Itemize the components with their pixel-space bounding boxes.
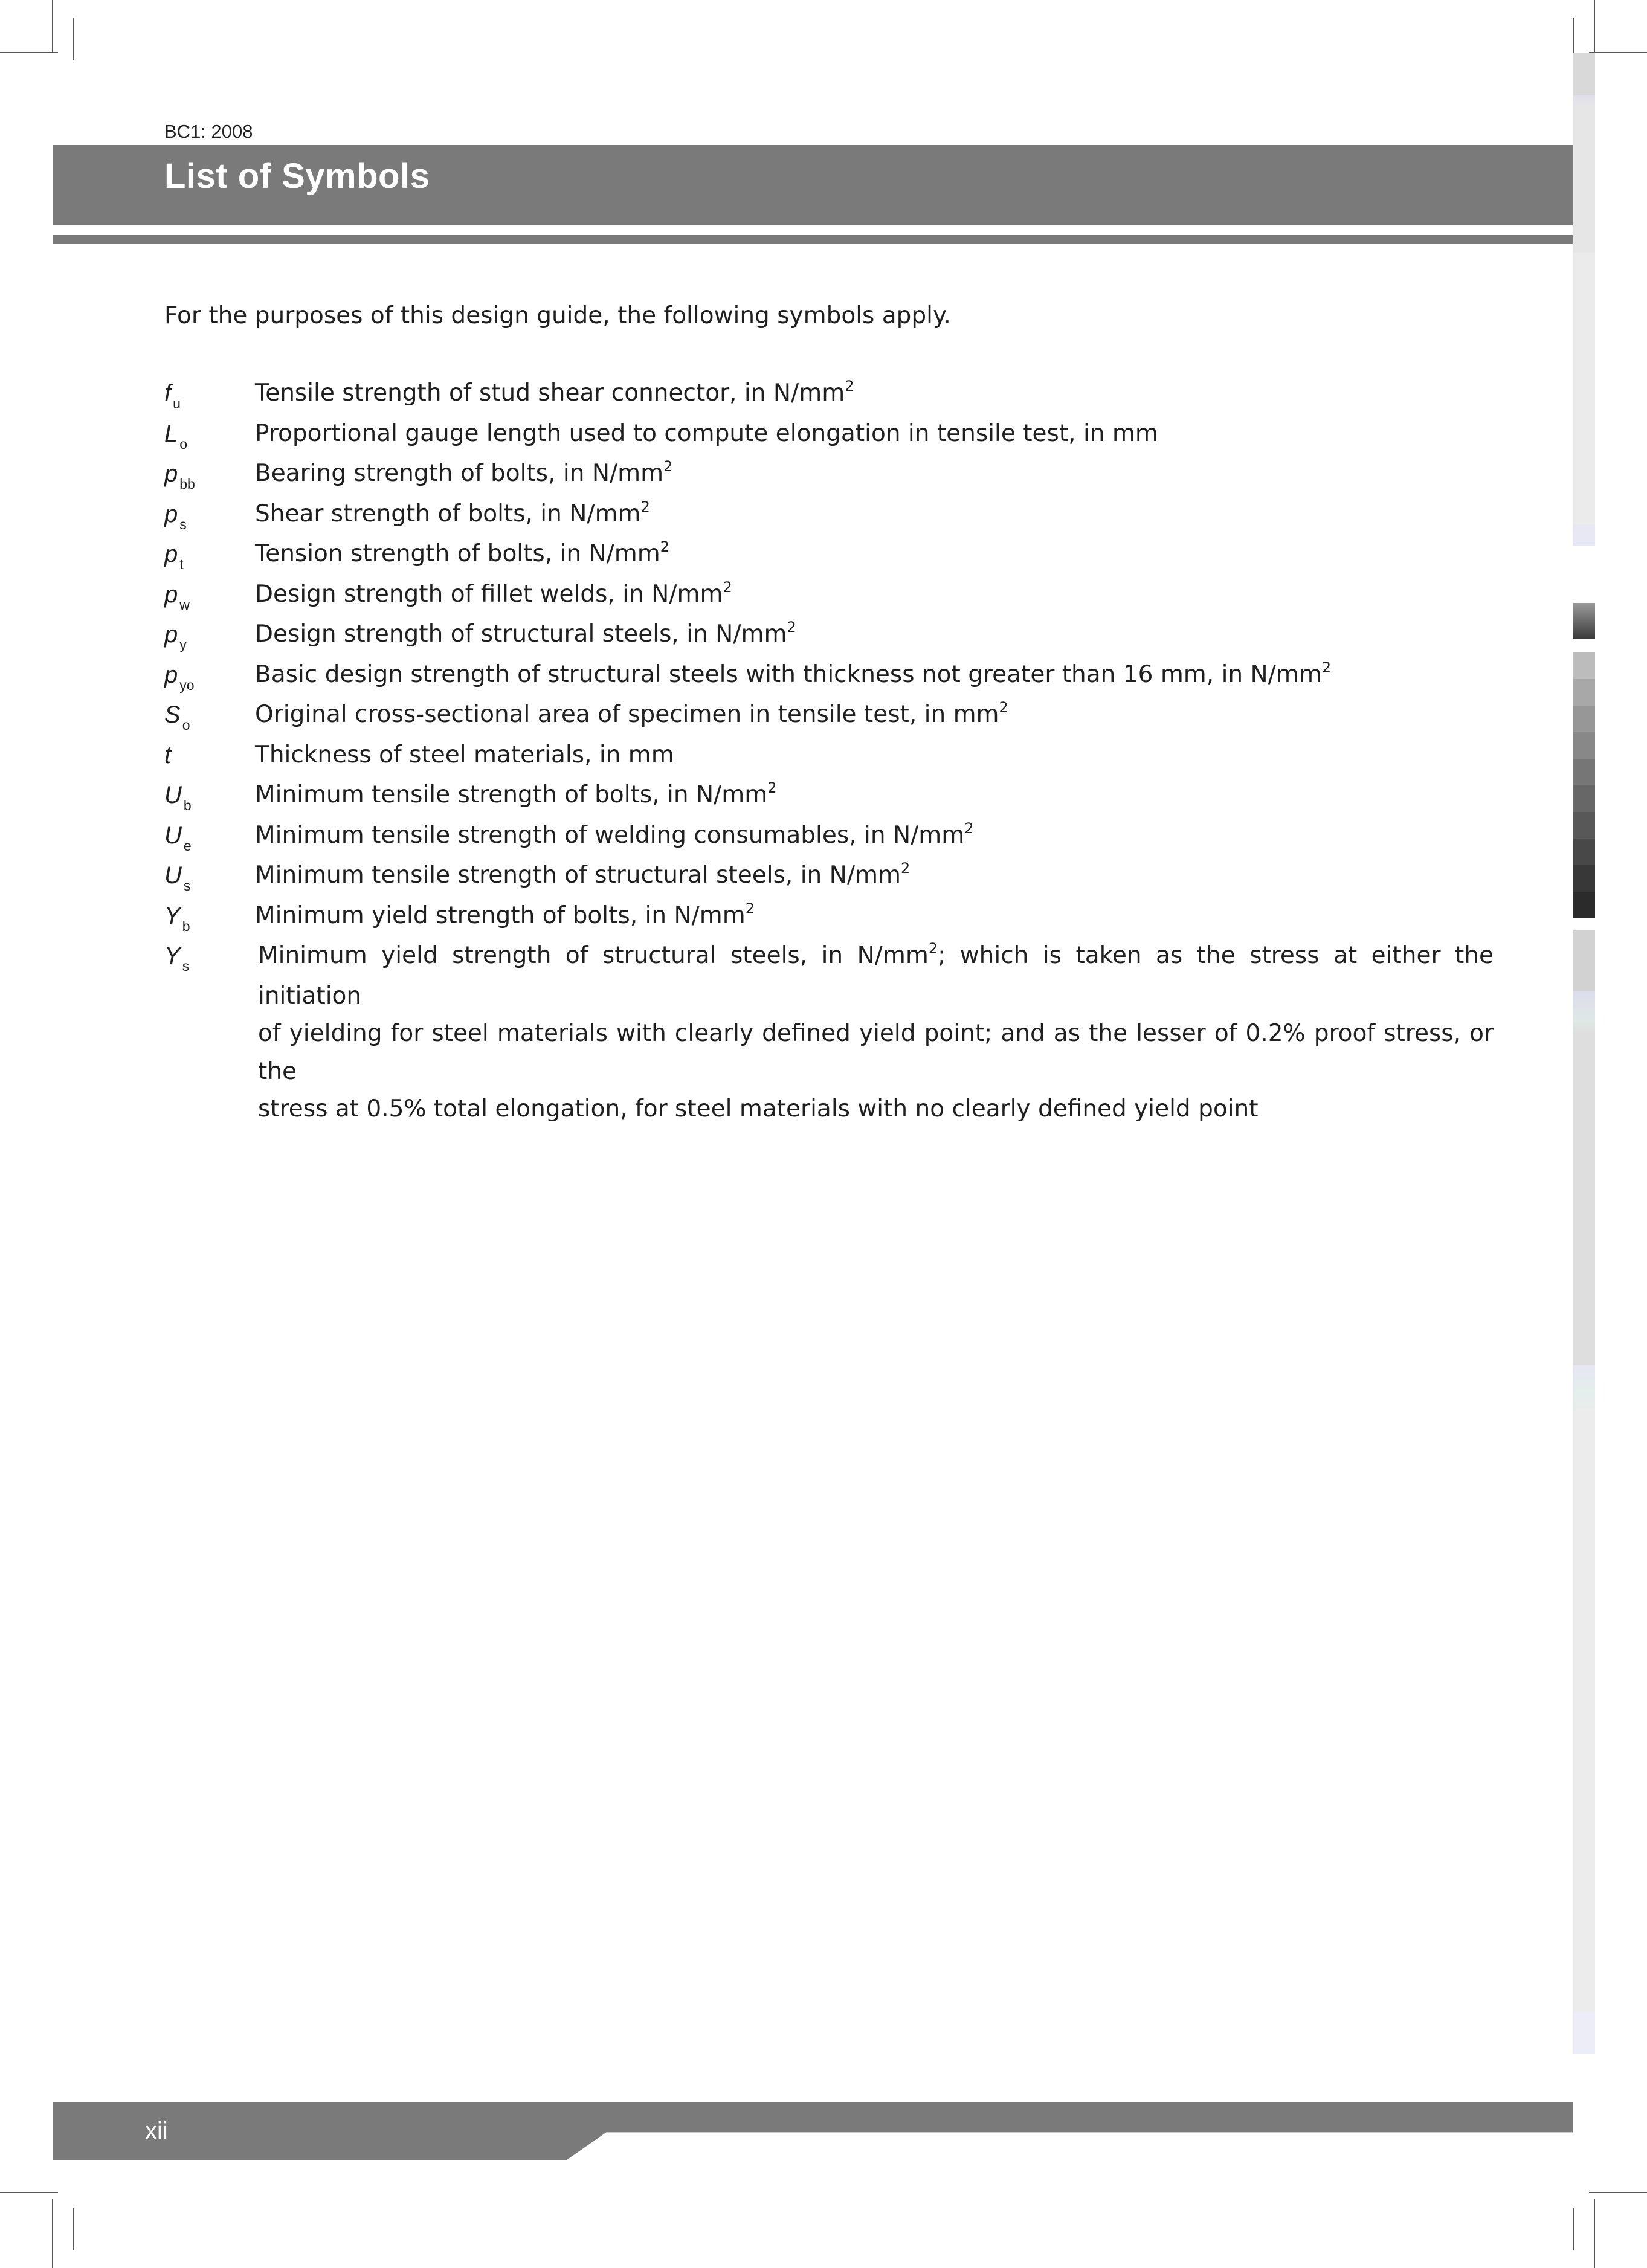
symbol-base: S <box>164 701 181 728</box>
symbol-row <box>164 616 1494 656</box>
symbol-description <box>255 415 1494 456</box>
description-text: Minimum tensile strength of structural steels, in N/mm <box>255 862 901 889</box>
description-text: Original cross-sectional area of specimen in tensile test, in mm <box>255 701 999 728</box>
crop-mark <box>0 52 58 53</box>
symbol-description <box>255 656 1494 697</box>
symbol-row <box>164 375 1494 415</box>
description-text: Minimum tensile strength of bolts, in N/mm <box>255 781 768 808</box>
symbol-row <box>164 415 1494 456</box>
page-title: List of Symbols <box>164 156 430 196</box>
symbol <box>164 576 190 617</box>
unit-exponent: 2 <box>787 619 796 636</box>
symbol-description <box>255 817 1494 857</box>
symbol-description <box>255 375 1494 415</box>
symbol-description <box>255 776 1494 817</box>
description-text: ; which is taken as the stress at either the initiation <box>258 942 1494 1010</box>
symbol-subscript: yo <box>179 677 195 693</box>
symbol-row <box>164 495 1494 536</box>
sidebar-strip-top <box>1573 53 1595 546</box>
unit-exponent: 2 <box>660 538 670 555</box>
description-text: Tensile strength of stud shear connector, in N/mm <box>255 379 845 407</box>
description-text: Design strength of structural steels, in N/mm <box>255 620 787 648</box>
crop-mark <box>73 2208 74 2250</box>
unit-exponent: 2 <box>900 860 911 877</box>
unit-exponent: 2 <box>845 378 854 395</box>
symbol-subscript: b <box>183 797 192 813</box>
symbols-list <box>164 375 1494 1129</box>
symbol <box>164 656 195 697</box>
symbol <box>164 415 187 456</box>
description-text: Proportional gauge length used to compute elongation in tensile test, in mm <box>255 419 1158 447</box>
symbol-base: p <box>164 621 178 648</box>
symbol-description <box>255 495 1494 536</box>
unit-exponent: 2 <box>767 779 777 796</box>
symbol <box>164 817 192 858</box>
crop-mark <box>52 0 53 52</box>
symbol-base: p <box>164 500 178 527</box>
symbol-subscript: t <box>179 556 184 572</box>
unit-exponent: 2 <box>745 900 755 917</box>
symbol-subscript: w <box>179 596 190 613</box>
crop-mark <box>52 2199 53 2268</box>
symbol <box>164 455 195 496</box>
description-line-3: stress at 0.5% total elongation, for steel materials with no clearly defined yield point <box>258 1095 1259 1123</box>
symbol-subscript: y <box>179 637 187 652</box>
greyscale-ramp-small <box>1573 603 1595 639</box>
symbol-base: Y <box>164 942 181 969</box>
symbol-base: U <box>164 822 182 849</box>
symbol <box>164 736 173 778</box>
symbol-row <box>164 897 1494 938</box>
symbol-subscript: s <box>179 516 187 532</box>
symbol-row <box>164 736 1494 777</box>
footer-band <box>53 2102 1573 2160</box>
symbol-row <box>164 937 1494 1129</box>
crop-mark <box>1594 0 1595 52</box>
symbol-base: p <box>164 581 178 608</box>
unit-exponent: 2 <box>723 578 732 596</box>
symbol-row <box>164 455 1494 495</box>
symbol <box>164 696 190 737</box>
symbol-row <box>164 857 1494 897</box>
symbol <box>164 495 187 536</box>
intro-text: For the purposes of this design guide, the following symbols apply. <box>164 302 951 329</box>
unit-exponent: 2 <box>999 699 1008 716</box>
description-text: Bearing strength of bolts, in N/mm <box>255 460 664 487</box>
symbol-rows <box>164 375 1494 937</box>
unit-exponent: 2 <box>663 458 673 475</box>
symbol-base: p <box>164 541 178 567</box>
symbol-base: t <box>164 741 172 768</box>
crop-mark <box>1589 2192 1647 2193</box>
description-line-1 <box>258 937 1494 1015</box>
description-line-2: of yielding for steel materials with clearly defined yield point; and as the lesser of 0.2% proof stress, or the <box>258 1020 1494 1085</box>
symbol-row <box>164 576 1494 616</box>
symbol <box>164 375 181 416</box>
symbol-description <box>255 696 1494 736</box>
symbol-subscript: bb <box>179 476 195 492</box>
symbol-description <box>255 736 1494 777</box>
symbol-base: p <box>164 460 178 487</box>
crop-mark <box>1594 2199 1595 2268</box>
symbol-row <box>164 817 1494 857</box>
description-text: Tension strength of bolts, in N/mm <box>255 540 660 567</box>
symbol-subscript: o <box>182 717 190 733</box>
symbol-description <box>258 937 1494 1129</box>
unit-exponent: 2 <box>1321 659 1332 676</box>
symbol <box>164 897 190 938</box>
symbol-subscript: e <box>183 837 192 854</box>
description-text: Design strength of fillet welds, in N/mm <box>255 580 723 608</box>
symbol-description <box>255 455 1494 495</box>
symbol-row <box>164 535 1494 576</box>
symbol-description <box>255 616 1494 656</box>
symbol <box>164 937 189 978</box>
unit-exponent: 2 <box>928 940 938 957</box>
description-text: Shear strength of bolts, in N/mm <box>255 500 641 527</box>
symbol <box>164 616 187 657</box>
symbol-row <box>164 656 1494 697</box>
description-text: Minimum yield strength of structural steels, in N/mm <box>258 942 929 969</box>
symbol <box>164 776 192 817</box>
symbol-subscript: s <box>182 958 190 974</box>
crop-mark <box>0 2192 58 2193</box>
document-code: BC1: 2008 <box>164 121 253 142</box>
greyscale-ramp <box>1573 652 1595 918</box>
description-text: Minimum tensile strength of welding consumables, in N/mm <box>255 821 965 849</box>
symbol <box>164 857 190 898</box>
unit-exponent: 2 <box>640 498 650 515</box>
unit-exponent: 2 <box>964 819 974 837</box>
symbol-description <box>255 535 1494 576</box>
crop-mark <box>73 18 74 60</box>
symbol-description <box>255 576 1494 616</box>
symbol-base: f <box>164 380 172 407</box>
symbol-subscript: u <box>173 396 181 411</box>
symbol-row <box>164 696 1494 736</box>
symbol-subscript: s <box>183 878 191 894</box>
symbol-base: p <box>164 661 178 688</box>
symbol-description <box>255 897 1494 938</box>
description-text: Basic design strength of structural steels with thickness not greater than 16 mm, in N/mm <box>255 660 1322 688</box>
symbol-subscript: o <box>179 436 188 452</box>
symbol-base: Y <box>164 902 181 929</box>
title-rule <box>53 235 1573 244</box>
symbol-base: U <box>164 782 182 808</box>
symbol-description <box>255 857 1494 897</box>
crop-mark <box>1573 2208 1574 2250</box>
symbol-base: L <box>164 420 178 447</box>
page-number: xii <box>145 2118 168 2144</box>
crop-mark <box>1589 52 1647 53</box>
symbol-subscript: b <box>182 918 190 934</box>
description-text: Minimum yield strength of bolts, in N/mm <box>255 901 746 929</box>
symbol-base: U <box>164 862 182 889</box>
symbol <box>164 535 184 576</box>
description-text: Thickness of steel materials, in mm <box>255 741 674 768</box>
symbol-row <box>164 776 1494 817</box>
sidebar-strip-bottom <box>1573 930 1595 2054</box>
